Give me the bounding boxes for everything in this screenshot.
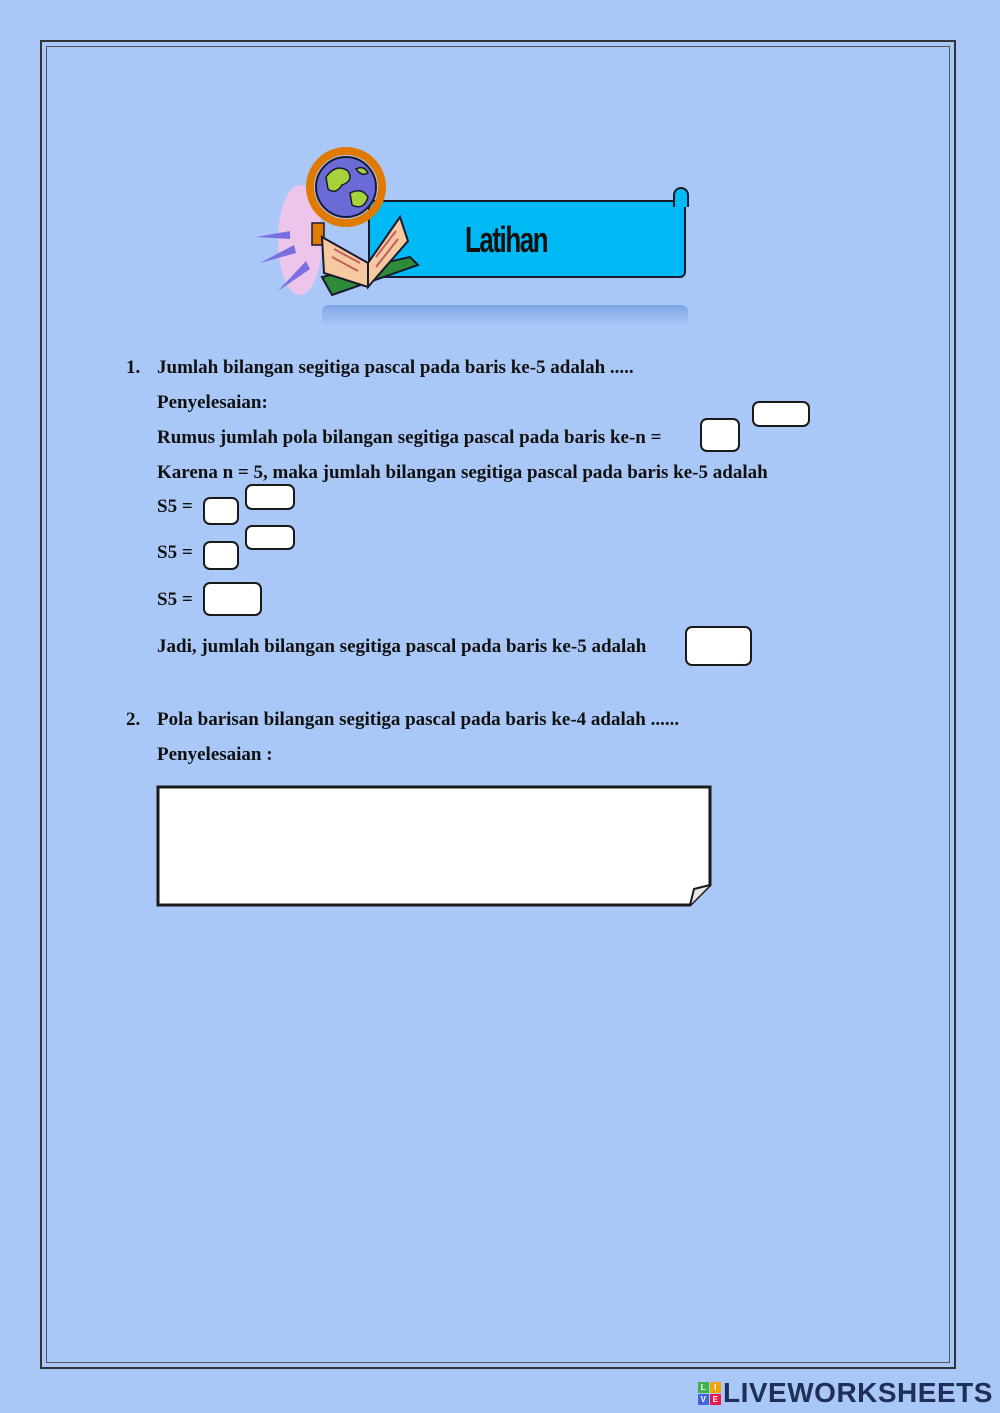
answer-box-formula-base[interactable] (700, 418, 740, 452)
question-2-text: Pola barisan bilangan segitiga pascal pada baris ke-4 adalah ...... (157, 709, 680, 730)
question-2-number: 2. (126, 709, 141, 730)
watermark-text: LIVEWORKSHEETS (723, 1377, 993, 1408)
logo-letter: E (710, 1394, 721, 1405)
question-1-text: Jumlah bilangan segitiga pascal pada baris ke-5 adalah ..... (157, 357, 634, 378)
question-1-because-text: Karena n = 5, maka jumlah bilangan segitiga pascal pada baris ke-5 adalah (157, 462, 768, 483)
question-2-solution-label: Penyelesaian : (157, 744, 273, 765)
answer-box-s5-result[interactable] (203, 582, 262, 616)
s5-label-2: S5 = (157, 542, 193, 563)
liveworksheets-logo-icon (698, 1382, 721, 1405)
question-1-conclusion-text: Jadi, jumlah bilangan segitiga pascal pada baris ke-5 adalah (157, 636, 647, 657)
logo-letter: V (698, 1394, 709, 1405)
question-1-formula-text: Rumus jumlah pola bilangan segitiga pascal pada baris ke-n = (157, 427, 662, 448)
answer-box-s5-base-2[interactable] (203, 541, 239, 570)
s5-label-3: S5 = (157, 589, 193, 610)
banner-shadow (322, 305, 688, 327)
liveworksheets-watermark (698, 1377, 993, 1409)
latihan-banner (250, 145, 700, 340)
banner-curl (673, 187, 689, 207)
answer-box-formula-exponent[interactable] (752, 401, 810, 427)
answer-box-conclusion[interactable] (685, 626, 752, 666)
logo-letter: L (698, 1382, 709, 1393)
answer-area-question-2[interactable] (156, 785, 714, 909)
globe-book-icon (250, 145, 420, 305)
logo-letter: I (710, 1382, 721, 1393)
answer-box-s5-base-1[interactable] (203, 497, 239, 525)
s5-label-1: S5 = (157, 496, 193, 517)
question-1-number: 1. (126, 357, 141, 378)
answer-box-s5-exponent-1[interactable] (245, 484, 295, 510)
answer-box-s5-exponent-2[interactable] (245, 525, 295, 550)
question-1-solution-label: Penyelesaian: (157, 392, 268, 413)
banner-title: Latihan (465, 219, 548, 260)
